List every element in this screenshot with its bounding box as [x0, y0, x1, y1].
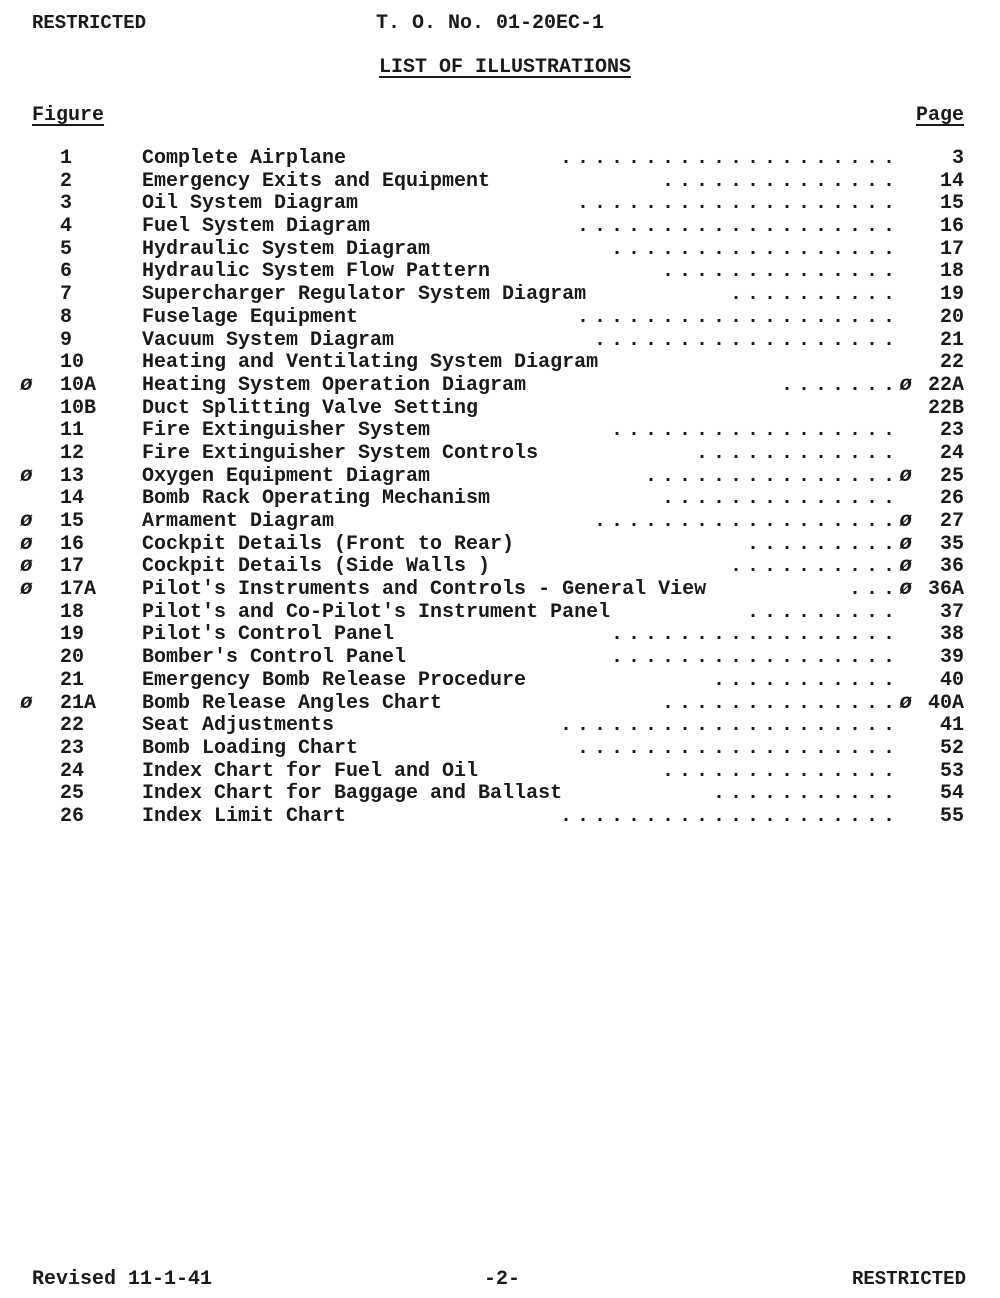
- list-item: [0, 693, 1000, 716]
- figure-number: 17: [60, 555, 85, 579]
- figure-number: 19: [60, 623, 85, 647]
- list-item: [0, 352, 1000, 375]
- list-item: [0, 216, 1000, 239]
- revision-mark-right: ø: [899, 578, 912, 602]
- list-item: [0, 534, 1000, 557]
- figure-title: Duct Splitting Valve Setting: [142, 396, 479, 420]
- page-number: 41: [939, 714, 964, 738]
- figure-number: 10A: [60, 373, 97, 397]
- revision-mark-right: ø: [899, 373, 912, 397]
- leader-dots: .......: [780, 374, 900, 397]
- revision-mark-right: ø: [899, 510, 912, 533]
- figure-title: Fire Extinguisher System: [142, 419, 431, 443]
- figure-number: 5: [60, 237, 73, 261]
- footer-revision: Revised 11-1-41: [32, 1268, 213, 1291]
- figure-number: 1: [60, 147, 73, 170]
- figure-title: Supercharger Regulator System Diagram: [142, 283, 587, 307]
- page-number: 19: [939, 283, 964, 307]
- leader-dots: .................: [610, 624, 900, 647]
- figure-title: Fuselage Equipment: [142, 305, 359, 329]
- revision-mark-left: ø: [20, 510, 33, 533]
- revision-mark-left: ø: [20, 532, 33, 556]
- page-number: 18: [939, 260, 964, 284]
- list-item: [0, 239, 1000, 262]
- page-title: LIST OF ILLUSTRATIONS: [378, 56, 632, 79]
- list-item: [0, 761, 1000, 784]
- figure-number: 21: [60, 668, 85, 692]
- figure-number: 2: [60, 169, 73, 193]
- page-number: 22: [939, 351, 964, 375]
- figure-title: Pilot's and Co-Pilot's Instrument Panel: [142, 600, 611, 624]
- figure-number: 11: [60, 419, 85, 443]
- figure-title: Pilot's Instruments and Controls - General View: [142, 578, 707, 602]
- figure-number: 14: [60, 487, 85, 511]
- list-item: [0, 624, 1000, 647]
- list-item: [0, 466, 1000, 489]
- leader-dots: ...............: [644, 465, 900, 488]
- figure-title: Index Chart for Fuel and Oil: [142, 759, 479, 783]
- leader-dots: ..............: [661, 261, 900, 284]
- figure-number: 22: [60, 714, 85, 738]
- leader-dots: .........: [746, 601, 900, 624]
- leader-dots: ...................: [576, 737, 900, 760]
- figure-number: 25: [60, 782, 85, 806]
- figure-title: Bomb Release Angles Chart: [142, 691, 443, 715]
- page-number: 23: [939, 419, 964, 443]
- figure-title: Complete Airplane: [142, 147, 347, 170]
- leader-dots: ..............: [661, 488, 900, 511]
- figure-number: 18: [60, 600, 85, 624]
- leader-dots: ....................: [559, 805, 900, 828]
- leader-dots: ..............: [661, 692, 900, 715]
- figure-number: 7: [60, 283, 73, 307]
- document-number: T. O. No. 01-20EC-1: [376, 12, 605, 35]
- list-item: [0, 148, 1000, 171]
- figure-number: 3: [60, 192, 73, 216]
- page-number: 40: [939, 668, 964, 692]
- list-item: [0, 647, 1000, 670]
- page-number: 25: [939, 464, 964, 488]
- figure-number: 12: [60, 441, 85, 465]
- leader-dots: ..................: [593, 329, 900, 352]
- list-item: [0, 307, 1000, 330]
- page-number: 22B: [927, 396, 964, 420]
- page-number: 27: [939, 510, 964, 533]
- figure-number: 6: [60, 260, 73, 284]
- page-number: 3: [951, 147, 964, 170]
- list-item: [0, 783, 1000, 806]
- page-number: 16: [939, 215, 964, 239]
- list-item: [0, 193, 1000, 216]
- page-number: 38: [939, 623, 964, 647]
- list-item: [0, 375, 1000, 398]
- figure-number: 9: [60, 328, 73, 352]
- figure-number: 8: [60, 305, 73, 329]
- leader-dots: ..........: [729, 284, 900, 307]
- figure-number: 13: [60, 464, 85, 488]
- leader-dots: ..............: [661, 170, 900, 193]
- list-item: [0, 261, 1000, 284]
- revision-mark-right: ø: [899, 555, 912, 579]
- revision-mark-left: ø: [20, 691, 33, 715]
- page-number: 20: [939, 305, 964, 329]
- figure-title: Hydraulic System Diagram: [142, 237, 431, 261]
- page-number: 24: [939, 441, 964, 465]
- page-number: 36: [939, 555, 964, 579]
- figure-title: Index Limit Chart: [142, 804, 347, 828]
- list-item: [0, 511, 1000, 534]
- figure-title: Emergency Exits and Equipment: [142, 169, 491, 193]
- illustrations-list: [0, 148, 1000, 829]
- figure-title: Cockpit Details (Front to Rear): [142, 532, 515, 556]
- page-number: 52: [939, 736, 964, 760]
- leader-dots: .........: [746, 533, 900, 556]
- leader-dots: ...................: [576, 216, 900, 239]
- leader-dots: ..................: [593, 511, 900, 533]
- leader-dots: .................: [610, 420, 900, 443]
- page-number: 55: [939, 804, 964, 828]
- list-item: [0, 715, 1000, 738]
- figure-title: Seat Adjustments: [142, 714, 335, 738]
- list-item: [0, 171, 1000, 194]
- list-item: [0, 420, 1000, 443]
- figure-number: 16: [60, 532, 85, 556]
- page-number: 54: [939, 782, 964, 806]
- page-number: 14: [939, 169, 964, 193]
- figure-title: Fuel System Diagram: [142, 215, 371, 239]
- header-classification: RESTRICTED: [32, 12, 147, 34]
- footer-classification: RESTRICTED: [851, 1268, 966, 1290]
- figure-number: 17A: [60, 578, 97, 602]
- leader-dots: ...........: [712, 783, 900, 806]
- figure-title: Pilot's Control Panel: [142, 623, 395, 647]
- list-item: [0, 488, 1000, 511]
- leader-dots: ....................: [559, 148, 900, 170]
- figure-number: 23: [60, 736, 85, 760]
- list-item: [0, 556, 1000, 579]
- revision-mark-left: ø: [20, 373, 33, 397]
- list-item: [0, 738, 1000, 761]
- leader-dots: ...........: [712, 669, 900, 692]
- page-number: 21: [939, 328, 964, 352]
- figure-number: 20: [60, 646, 85, 670]
- leader-dots: ...................: [576, 193, 900, 216]
- leader-dots: ..........: [729, 556, 900, 579]
- figure-number: 26: [60, 804, 85, 828]
- figure-column-header: Figure: [32, 104, 105, 127]
- figure-number: 10B: [60, 396, 97, 420]
- leader-dots: ...................: [576, 306, 900, 329]
- figure-number: 15: [60, 510, 85, 533]
- page-number: 36A: [927, 578, 964, 602]
- figure-title: Armament Diagram: [142, 510, 335, 533]
- page-number: 26: [939, 487, 964, 511]
- page-number: 39: [939, 646, 964, 670]
- revision-mark-left: ø: [20, 578, 33, 602]
- list-item: [0, 443, 1000, 466]
- revision-mark-right: ø: [899, 464, 912, 488]
- page-number: 35: [939, 532, 964, 556]
- page-column-header: Page: [915, 104, 964, 127]
- page-number: 22A: [927, 373, 964, 397]
- figure-title: Bomb Rack Operating Mechanism: [142, 487, 491, 511]
- revision-mark-right: ø: [899, 691, 912, 715]
- leader-dots: ............: [695, 442, 900, 465]
- page-number: 53: [939, 759, 964, 783]
- list-item: [0, 602, 1000, 625]
- figure-number: 10: [60, 351, 85, 375]
- leader-dots: ....................: [559, 715, 900, 738]
- list-item: [0, 330, 1000, 353]
- list-item: [0, 806, 1000, 829]
- figure-title: Oxygen Equipment Diagram: [142, 464, 431, 488]
- page-number: 15: [939, 192, 964, 216]
- leader-dots: ...: [848, 579, 900, 602]
- figure-number: 4: [60, 215, 73, 239]
- figure-title: Hydraulic System Flow Pattern: [142, 260, 491, 284]
- page-number: 40A: [927, 691, 964, 715]
- revision-mark-left: ø: [20, 464, 33, 488]
- leader-dots: .................: [610, 238, 900, 261]
- figure-title: Bomber's Control Panel: [142, 646, 407, 670]
- figure-number: 24: [60, 759, 85, 783]
- figure-title: Emergency Bomb Release Procedure: [142, 668, 527, 692]
- page-number: 37: [939, 600, 964, 624]
- footer-page-number: -2-: [484, 1268, 521, 1291]
- list-item: [0, 284, 1000, 307]
- figure-title: Oil System Diagram: [142, 192, 359, 216]
- figure-title: Heating and Ventilating System Diagram: [142, 351, 599, 375]
- figure-number: 21A: [60, 691, 97, 715]
- list-item: [0, 670, 1000, 693]
- figure-title: Cockpit Details (Side Walls ): [142, 555, 491, 579]
- leader-dots: .................: [610, 647, 900, 670]
- page-number: 17: [939, 237, 964, 261]
- figure-title: Bomb Loading Chart: [142, 736, 359, 760]
- list-item: [0, 398, 1000, 421]
- leader-dots: ..............: [661, 760, 900, 783]
- figure-title: Heating System Operation Diagram: [142, 373, 527, 397]
- figure-title: Index Chart for Baggage and Ballast: [142, 782, 563, 806]
- revision-mark-left: ø: [20, 555, 33, 579]
- figure-title: Vacuum System Diagram: [142, 328, 395, 352]
- list-item: [0, 579, 1000, 602]
- figure-title: Fire Extinguisher System Controls: [142, 441, 539, 465]
- revision-mark-right: ø: [899, 532, 912, 556]
